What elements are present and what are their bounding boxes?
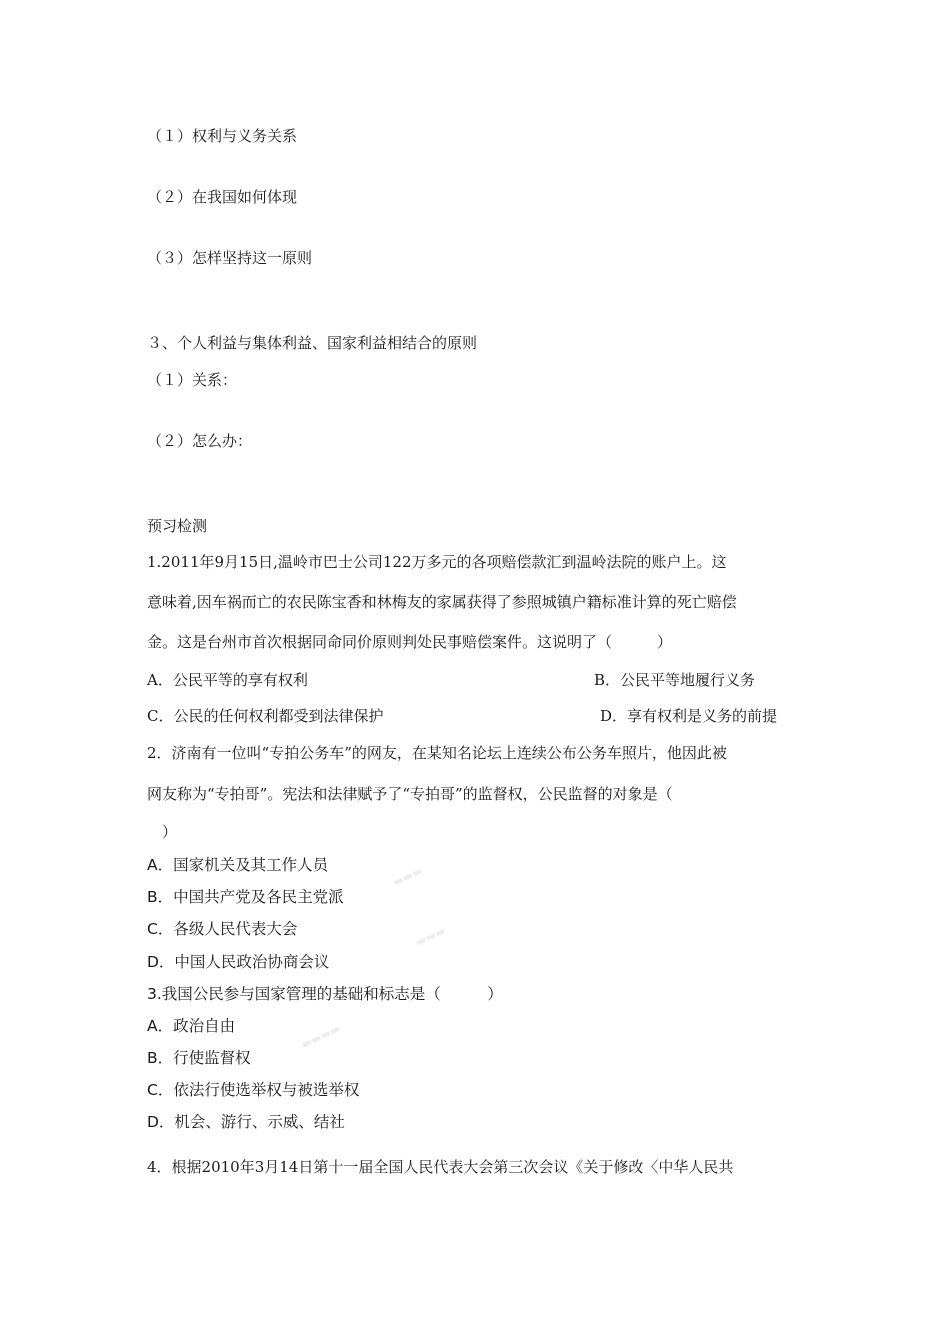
q3-option-d: D．机会、游行、示威、结社 (147, 1113, 345, 1131)
q1-line-3: 金。这是台州市首次根据同命同价原则判处民事赔偿案件。这说明了（ ） (147, 633, 673, 651)
section-3-item-1: （１）关系： (147, 371, 238, 389)
q1-line-1: 1.2011年9月15日,温岭市巴士公司122万多元的各项赔偿款汇到温岭法院的账户上。这 (147, 553, 727, 571)
watermark-mark: ▬▬▬▬ (299, 1021, 343, 1052)
q1-option-b: B．公民平等地履行义务 (594, 671, 756, 689)
guide-item-1: （１）权利与义务关系 (147, 127, 298, 145)
q3-option-c: C．依法行使选举权与被选举权 (147, 1081, 360, 1099)
q3-option-a: A．政治自由 (147, 1017, 236, 1035)
q1-option-a: A．公民平等的享有权利 (147, 671, 308, 689)
guide-item-2: （２）在我国如何体现 (147, 188, 298, 206)
watermark-mark: ▬▬▬ (413, 924, 448, 949)
q4-line-1: 4．根据2010年3月14日第十一届全国人民代表大会第三次会议《关于修改〈中华人民共 (147, 1158, 734, 1176)
q2-option-b: B．中国共产党及各民主党派 (147, 888, 344, 906)
q1-options-row-1 (147, 670, 756, 690)
q2-line-3: ） (147, 823, 178, 841)
watermark-mark: ▬▬▬ (390, 864, 425, 889)
q1-option-d: D．享有权利是义务的前提 (600, 707, 778, 725)
q2-line-2: 网友称为“专拍哥”。宪法和法律赋予了“专拍哥”的监督权，公民监督的对象是（ (147, 785, 673, 803)
q2-line-1: 2．济南有一位叫“专拍公务车”的网友，在某知名论坛上连续公布公务车照片，他因此被 (147, 744, 727, 762)
guide-item-3: （３）怎样坚持这一原则 (147, 249, 313, 267)
q2-option-d: D．中国人民政治协商会议 (147, 953, 330, 971)
q1-option-c: C．公民的任何权利都受到法律保护 (147, 707, 384, 725)
section-3-heading: ３、个人利益与集体利益、国家利益相结合的原则 (147, 334, 478, 352)
q1-line-2: 意味着,因车祸而亡的农民陈宝香和林梅友的家属获得了参照城镇户籍标准计算的死亡赔偿 (147, 593, 737, 611)
preview-heading: 预习检测 (147, 517, 208, 535)
q3-stem: 3.我国公民参与国家管理的基础和标志是（ ） (147, 985, 503, 1003)
q2-option-a: A．国家机关及其工作人员 (147, 856, 329, 874)
q2-option-c: C．各级人民代表大会 (147, 920, 298, 938)
q3-option-b: B．行使监督权 (147, 1049, 251, 1067)
section-3-item-2: （２）怎么办： (147, 432, 253, 450)
q1-options-row-2 (147, 706, 778, 726)
